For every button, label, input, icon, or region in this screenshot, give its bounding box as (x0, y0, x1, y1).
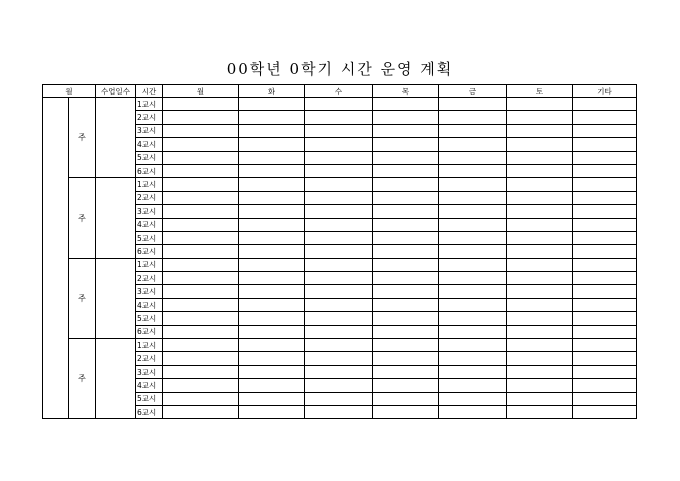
table-row (43, 98, 637, 111)
page-title: 00학년 0학기 시간 운영 계획 (226, 60, 454, 78)
cell-wednesday[interactable] (305, 151, 373, 164)
cell-saturday[interactable] (507, 231, 573, 244)
cell-thursday[interactable] (373, 392, 439, 405)
cell-monday[interactable] (163, 298, 239, 311)
cell-monday[interactable] (163, 98, 239, 111)
cell-etc[interactable] (573, 151, 637, 164)
cell-wednesday[interactable] (305, 218, 373, 231)
cell-wednesday[interactable] (305, 178, 373, 191)
cell-friday[interactable] (439, 392, 507, 405)
cell-friday[interactable] (439, 325, 507, 338)
cell-monday[interactable] (163, 392, 239, 405)
header-wednesday: 수 (305, 85, 373, 98)
class-days-cell[interactable] (96, 339, 136, 419)
period-label: 3교시 (136, 124, 163, 137)
cell-thursday[interactable] (373, 405, 439, 418)
period-label: 2교시 (136, 272, 163, 285)
cell-tuesday[interactable] (239, 392, 305, 405)
cell-tuesday[interactable] (239, 352, 305, 365)
cell-thursday[interactable] (373, 312, 439, 325)
cell-saturday[interactable] (507, 392, 573, 405)
cell-monday[interactable] (163, 138, 239, 151)
period-label: 4교시 (136, 298, 163, 311)
period-label: 2교시 (136, 191, 163, 204)
cell-saturday[interactable] (507, 191, 573, 204)
cell-tuesday[interactable] (239, 325, 305, 338)
cell-tuesday[interactable] (239, 285, 305, 298)
cell-etc[interactable] (573, 352, 637, 365)
cell-monday[interactable] (163, 111, 239, 124)
cell-friday[interactable] (439, 312, 507, 325)
cell-thursday[interactable] (373, 365, 439, 378)
cell-saturday[interactable] (507, 111, 573, 124)
cell-thursday[interactable] (373, 285, 439, 298)
cell-monday[interactable] (163, 164, 239, 177)
cell-saturday[interactable] (507, 285, 573, 298)
cell-friday[interactable] (439, 111, 507, 124)
header-row (43, 85, 637, 98)
cell-thursday[interactable] (373, 218, 439, 231)
cell-thursday[interactable] (373, 298, 439, 311)
header-monday: 월 (163, 85, 239, 98)
cell-monday[interactable] (163, 245, 239, 258)
cell-thursday[interactable] (373, 98, 439, 111)
period-label: 1교시 (136, 178, 163, 191)
week-label: 주 (69, 339, 96, 419)
cell-friday[interactable] (439, 124, 507, 137)
cell-friday[interactable] (439, 178, 507, 191)
cell-wednesday[interactable] (305, 325, 373, 338)
cell-wednesday[interactable] (305, 111, 373, 124)
period-label: 1교시 (136, 258, 163, 271)
cell-thursday[interactable] (373, 245, 439, 258)
cell-thursday[interactable] (373, 379, 439, 392)
cell-monday[interactable] (163, 379, 239, 392)
cell-monday[interactable] (163, 285, 239, 298)
cell-wednesday[interactable] (305, 352, 373, 365)
cell-friday[interactable] (439, 218, 507, 231)
cell-saturday[interactable] (507, 151, 573, 164)
cell-wednesday[interactable] (305, 231, 373, 244)
table-row (43, 339, 637, 352)
cell-friday[interactable] (439, 272, 507, 285)
cell-thursday[interactable] (373, 191, 439, 204)
cell-saturday[interactable] (507, 339, 573, 352)
cell-etc[interactable] (573, 379, 637, 392)
cell-friday[interactable] (439, 379, 507, 392)
cell-tuesday[interactable] (239, 205, 305, 218)
cell-thursday[interactable] (373, 178, 439, 191)
cell-saturday[interactable] (507, 379, 573, 392)
header-saturday: 토 (507, 85, 573, 98)
cell-wednesday[interactable] (305, 365, 373, 378)
cell-tuesday[interactable] (239, 258, 305, 271)
cell-tuesday[interactable] (239, 111, 305, 124)
cell-etc[interactable] (573, 124, 637, 137)
cell-monday[interactable] (163, 178, 239, 191)
cell-saturday[interactable] (507, 298, 573, 311)
cell-wednesday[interactable] (305, 272, 373, 285)
cell-thursday[interactable] (373, 164, 439, 177)
cell-saturday[interactable] (507, 325, 573, 338)
cell-etc[interactable] (573, 325, 637, 338)
cell-friday[interactable] (439, 98, 507, 111)
cell-monday[interactable] (163, 231, 239, 244)
cell-etc[interactable] (573, 218, 637, 231)
cell-tuesday[interactable] (239, 405, 305, 418)
cell-tuesday[interactable] (239, 138, 305, 151)
period-label: 1교시 (136, 98, 163, 111)
cell-friday[interactable] (439, 245, 507, 258)
header-thursday: 목 (373, 85, 439, 98)
cell-etc[interactable] (573, 245, 637, 258)
week-label: 주 (69, 178, 96, 258)
cell-saturday[interactable] (507, 124, 573, 137)
cell-thursday[interactable] (373, 272, 439, 285)
header-etc: 기타 (573, 85, 637, 98)
period-label: 3교시 (136, 205, 163, 218)
cell-saturday[interactable] (507, 352, 573, 365)
cell-wednesday[interactable] (305, 98, 373, 111)
cell-thursday[interactable] (373, 138, 439, 151)
cell-wednesday[interactable] (305, 258, 373, 271)
cell-friday[interactable] (439, 352, 507, 365)
schedule-body (43, 98, 637, 419)
cell-monday[interactable] (163, 365, 239, 378)
cell-etc[interactable] (573, 178, 637, 191)
header-friday: 금 (439, 85, 507, 98)
cell-tuesday[interactable] (239, 312, 305, 325)
cell-tuesday[interactable] (239, 178, 305, 191)
cell-friday[interactable] (439, 258, 507, 271)
cell-saturday[interactable] (507, 245, 573, 258)
cell-thursday[interactable] (373, 111, 439, 124)
cell-etc[interactable] (573, 205, 637, 218)
period-label: 6교시 (136, 325, 163, 338)
period-label: 2교시 (136, 111, 163, 124)
cell-wednesday[interactable] (305, 392, 373, 405)
table-row (43, 258, 637, 271)
header-time: 시간 (136, 85, 163, 98)
cell-wednesday[interactable] (305, 124, 373, 137)
cell-wednesday[interactable] (305, 245, 373, 258)
table-row (43, 178, 637, 191)
period-label: 1교시 (136, 339, 163, 352)
header-tuesday: 화 (239, 85, 305, 98)
cell-saturday[interactable] (507, 218, 573, 231)
cell-wednesday[interactable] (305, 164, 373, 177)
cell-wednesday[interactable] (305, 379, 373, 392)
cell-thursday[interactable] (373, 339, 439, 352)
class-days-cell[interactable] (96, 258, 136, 338)
schedule-table (42, 84, 637, 419)
cell-etc[interactable] (573, 111, 637, 124)
cell-tuesday[interactable] (239, 164, 305, 177)
cell-tuesday[interactable] (239, 231, 305, 244)
cell-saturday[interactable] (507, 258, 573, 271)
cell-wednesday[interactable] (305, 205, 373, 218)
cell-thursday[interactable] (373, 151, 439, 164)
month-cell[interactable] (43, 98, 69, 419)
cell-thursday[interactable] (373, 124, 439, 137)
cell-saturday[interactable] (507, 205, 573, 218)
cell-saturday[interactable] (507, 98, 573, 111)
cell-friday[interactable] (439, 205, 507, 218)
cell-monday[interactable] (163, 312, 239, 325)
cell-tuesday[interactable] (239, 191, 305, 204)
period-label: 3교시 (136, 365, 163, 378)
cell-tuesday[interactable] (239, 245, 305, 258)
cell-thursday[interactable] (373, 352, 439, 365)
cell-monday[interactable] (163, 151, 239, 164)
cell-friday[interactable] (439, 191, 507, 204)
cell-tuesday[interactable] (239, 98, 305, 111)
cell-friday[interactable] (439, 339, 507, 352)
period-label: 6교시 (136, 245, 163, 258)
period-label: 5교시 (136, 231, 163, 244)
period-label: 6교시 (136, 405, 163, 418)
cell-monday[interactable] (163, 272, 239, 285)
cell-tuesday[interactable] (239, 272, 305, 285)
header-month: 월 (43, 85, 96, 98)
cell-etc[interactable] (573, 285, 637, 298)
cell-wednesday[interactable] (305, 298, 373, 311)
cell-tuesday[interactable] (239, 339, 305, 352)
period-label: 6교시 (136, 164, 163, 177)
cell-friday[interactable] (439, 298, 507, 311)
cell-saturday[interactable] (507, 405, 573, 418)
cell-etc[interactable] (573, 272, 637, 285)
class-days-cell[interactable] (96, 98, 136, 178)
cell-saturday[interactable] (507, 272, 573, 285)
period-label: 5교시 (136, 312, 163, 325)
cell-friday[interactable] (439, 365, 507, 378)
cell-tuesday[interactable] (239, 365, 305, 378)
cell-tuesday[interactable] (239, 151, 305, 164)
cell-wednesday[interactable] (305, 312, 373, 325)
cell-tuesday[interactable] (239, 379, 305, 392)
cell-tuesday[interactable] (239, 124, 305, 137)
cell-etc[interactable] (573, 365, 637, 378)
cell-etc[interactable] (573, 312, 637, 325)
cell-wednesday[interactable] (305, 285, 373, 298)
cell-saturday[interactable] (507, 178, 573, 191)
cell-monday[interactable] (163, 258, 239, 271)
cell-etc[interactable] (573, 164, 637, 177)
cell-thursday[interactable] (373, 258, 439, 271)
cell-etc[interactable] (573, 392, 637, 405)
cell-etc[interactable] (573, 298, 637, 311)
period-label: 3교시 (136, 285, 163, 298)
cell-thursday[interactable] (373, 325, 439, 338)
header-class-days: 수업일수 (96, 85, 136, 98)
cell-saturday[interactable] (507, 365, 573, 378)
cell-wednesday[interactable] (305, 405, 373, 418)
cell-friday[interactable] (439, 231, 507, 244)
cell-friday[interactable] (439, 285, 507, 298)
cell-monday[interactable] (163, 405, 239, 418)
cell-tuesday[interactable] (239, 298, 305, 311)
cell-friday[interactable] (439, 138, 507, 151)
period-label: 5교시 (136, 392, 163, 405)
cell-friday[interactable] (439, 164, 507, 177)
cell-monday[interactable] (163, 352, 239, 365)
cell-etc[interactable] (573, 191, 637, 204)
cell-tuesday[interactable] (239, 218, 305, 231)
cell-etc[interactable] (573, 138, 637, 151)
cell-monday[interactable] (163, 325, 239, 338)
period-label: 4교시 (136, 138, 163, 151)
cell-saturday[interactable] (507, 138, 573, 151)
cell-wednesday[interactable] (305, 191, 373, 204)
period-label: 5교시 (136, 151, 163, 164)
cell-monday[interactable] (163, 218, 239, 231)
cell-friday[interactable] (439, 405, 507, 418)
cell-monday[interactable] (163, 124, 239, 137)
class-days-cell[interactable] (96, 178, 136, 258)
cell-etc[interactable] (573, 339, 637, 352)
cell-monday[interactable] (163, 339, 239, 352)
week-label: 주 (69, 258, 96, 338)
period-label: 4교시 (136, 379, 163, 392)
cell-friday[interactable] (439, 151, 507, 164)
period-label: 2교시 (136, 352, 163, 365)
cell-saturday[interactable] (507, 164, 573, 177)
cell-etc[interactable] (573, 231, 637, 244)
week-label: 주 (69, 98, 96, 178)
period-label: 4교시 (136, 218, 163, 231)
cell-thursday[interactable] (373, 205, 439, 218)
cell-etc[interactable] (573, 98, 637, 111)
cell-thursday[interactable] (373, 231, 439, 244)
cell-saturday[interactable] (507, 312, 573, 325)
cell-etc[interactable] (573, 405, 637, 418)
cell-monday[interactable] (163, 191, 239, 204)
cell-wednesday[interactable] (305, 138, 373, 151)
cell-etc[interactable] (573, 258, 637, 271)
cell-monday[interactable] (163, 205, 239, 218)
cell-wednesday[interactable] (305, 339, 373, 352)
